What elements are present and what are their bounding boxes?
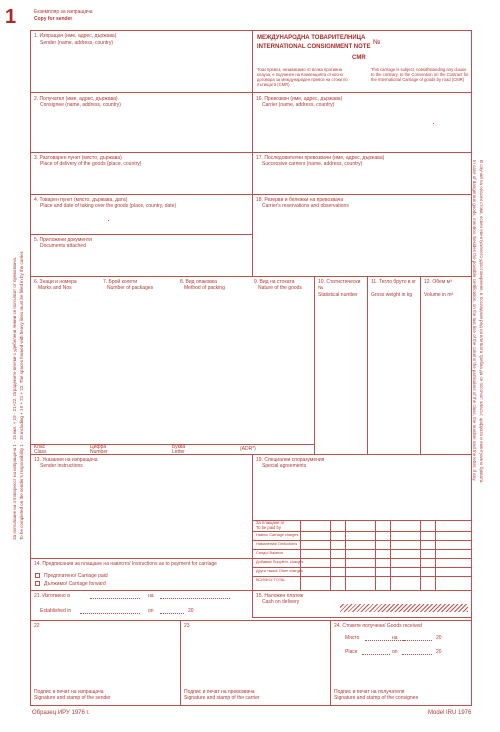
cash-on-delivery-field[interactable] [254, 606, 334, 616]
field-7-label-en: Number of packages [107, 285, 154, 291]
charges-row-supplements: Добавки/ Supplem. charges [256, 560, 304, 564]
field-18-label-en: Carrier's reservations and observations [262, 203, 349, 209]
field-14-label: 14. Предписания за плащане на навлото/ Instructions as to payment for carriage [34, 561, 217, 567]
field-15-label-bg: 15. Наложен платеж [256, 593, 304, 599]
copy-label-en: Copy for sender [34, 16, 73, 22]
carrier-reservations-field[interactable] [254, 210, 470, 274]
field-21-label-en: Established in [40, 608, 72, 614]
field-5-label-bg: 5. Приложени документи [34, 237, 92, 243]
copy-number: 1 [5, 6, 17, 28]
carriage-paid-label: Предплатено/ Carriage paid [44, 573, 108, 579]
field-21-on-en: on [148, 608, 154, 614]
field-19-label-bg: 19. Специални споразумения [256, 457, 325, 463]
field-1-label-en: Sender (name, address, country) [40, 40, 114, 46]
cmr-note-en: This carriage is subject, notwithstanding any clause to the contrary, to the Convention on the Contract for the International Carriage of goods by road (CMR) [371, 67, 469, 82]
right-side-text-en: In case of dangerous goods, mention, besides the possible certification, on the last line of the column the particulars of the class, the number and the letter, if any. [472, 160, 477, 482]
cmr-note-bg: Този превоз, независимо от всяка противна клауза, е подчинен на Конвенцията относно договора за международен превоз на стоки по пътищата (CMR) [257, 67, 348, 87]
field-9-label-en: Nature of the goods [258, 285, 302, 291]
footer-left: Образец ИРУ 1976 г. [32, 710, 90, 716]
field-12-label-bg: 12. Обем м³ [424, 279, 452, 285]
number-sign: № [373, 39, 381, 46]
charges-row-total: ВСИЧКО/ TOTAL [256, 578, 286, 582]
field-1-label-bg: 1. Изпращач (име, адрес, държава) [34, 33, 117, 39]
field-4-label-bg: 4. Товарен пункт (място, държава, дата) [34, 197, 128, 203]
field-16-label-bg: 16. Превозвач (име, адрес, държава) [256, 96, 343, 102]
goods-received-on-en: on [392, 649, 398, 655]
volume-field[interactable] [422, 298, 470, 452]
field-16-label-en: Carrier (name, address, country) [262, 102, 335, 108]
adr-number-bg: Цифра [90, 444, 107, 450]
special-agreements-field[interactable] [254, 470, 470, 518]
field-10-label-bg: 10. Статистически № [318, 279, 361, 291]
left-side-text-bg: За попълване на отговорност на изпращача 1 - 15 вкл. + 19 - 21+22. Оградените клетки с удебелени линии се попълват от превозвача. [12, 256, 17, 540]
adr-letter-bg: Буква [172, 444, 186, 450]
consignee-signature-en: Signature and stamp of the consignee [334, 695, 419, 701]
field-2-label-en: Consignee (name, address, country) [40, 102, 121, 108]
field-4-label-en: Place and date of taking over the goods (place, country, date) [40, 203, 177, 209]
goods-received-place-en: Place [345, 649, 358, 655]
sender-instructions-field[interactable] [32, 470, 250, 558]
goods-received-year-1: 20 [436, 635, 442, 641]
field-21-label-bg: 21. Изготвено в [34, 593, 70, 599]
documents-attached-field[interactable] [32, 250, 250, 274]
field-13-label-bg: 13. Указания на изпращача [34, 457, 98, 463]
cash-on-delivery-hatch [340, 604, 468, 612]
field-12-label-en: Volume in m³ [424, 292, 454, 298]
field-23-label: 23 [184, 623, 190, 629]
gross-weight-field[interactable] [369, 298, 419, 452]
charges-row-other: Други такси/ Other charges [256, 569, 303, 573]
field-9-label-bg: 9. Вид на стоката [254, 279, 295, 285]
field-7-label-bg: 7. Брой колети [103, 279, 138, 285]
delivery-place-field[interactable] [32, 168, 250, 193]
footer-right: Model IRU 1976 [428, 710, 472, 716]
carrier-field[interactable] [254, 109, 470, 151]
field-17-label-en: Successive carriers (name, address, country) [262, 161, 363, 167]
field-2-label-bg: 2. Получател (име, адрес, държава) [34, 96, 118, 102]
adr-letter-en: Letter [172, 449, 185, 455]
field-8-label-bg: 8. Вид опаковка [180, 279, 218, 285]
successive-carriers-field[interactable] [254, 168, 470, 193]
consignee-signature-field[interactable] [332, 660, 470, 687]
charges-header-bg: За плащане от [256, 520, 285, 525]
field-3-label-bg: 3. Разтоварен пункт (място, държава) [34, 155, 122, 161]
right-side-text-bg: В случай на опасни стоки, освен евентуалното удостоверение, в последния ред на клетката трябва да се посочат: класът, цифрата и евентуално буквата. [479, 160, 484, 484]
carriage-paid-checkbox[interactable] [35, 573, 40, 578]
field-11-label-en: Gross weight in kg [371, 292, 413, 298]
field-6-label-en: Marks and Nos [38, 285, 72, 291]
title-en: INTERNATIONAL CONSIGNMENT NOTE [257, 44, 371, 50]
sender-signature-field[interactable] [32, 630, 178, 685]
adr-class-bg: Клас [34, 444, 46, 450]
taking-over-field[interactable] [32, 210, 250, 233]
field-24-label: 24. Стоките получени/ Goods received [334, 623, 422, 629]
field-11-label-bg: 11. Тегло бруто в кг [371, 279, 416, 285]
field-6-label-bg: 6. Знаци и номера [34, 279, 77, 285]
charges-header-en: To be paid by [256, 525, 281, 530]
field-22-label: 22 [34, 623, 40, 629]
title-bg: МЕЖДУНАРОДНА ТОВАРИТЕЛНИЦА [257, 35, 366, 41]
adr-number-en: Number [90, 449, 108, 455]
carrier-signature-field[interactable] [182, 630, 328, 685]
sender-signature-en: Signature and stamp of the sender [34, 695, 111, 701]
field-13-label-en: Sender instructions [40, 463, 83, 469]
carrier-signature-bg: Подпис и печат на превозвача [184, 689, 255, 695]
goods-received-place-bg: Място [345, 635, 360, 641]
sender-field[interactable] [32, 47, 250, 91]
goods-received-on-bg: на [392, 635, 398, 641]
field-17-label-bg: 17. Последователни превозвачи (име, адрес, държава) [256, 155, 385, 161]
field-3-label-en: Place of delivery of the goods (place, country) [40, 161, 142, 167]
carriage-forward-label: Дължимо/ Carriage forward [44, 581, 106, 587]
consignee-signature-bg: Подпис и печат на получателя [334, 689, 405, 695]
field-18-label-bg: 18. Резерви и бележки на превозвача [256, 197, 344, 203]
goods-description-area[interactable] [32, 298, 312, 442]
copy-label-bg: Екземпляр за изпращача [34, 9, 93, 15]
carrier-signature-en: Signature and stamp of the carrier [184, 695, 260, 701]
field-21-on-bg: на [148, 593, 154, 599]
adr-class-en: Class [34, 449, 47, 455]
consignee-field[interactable] [32, 109, 250, 151]
sender-signature-bg: Подпис и печат на изпращача [34, 689, 104, 695]
field-10-label-en: Statistical number [318, 292, 358, 298]
field-21-year: 20 [188, 608, 194, 614]
goods-received-year-2: 20 [436, 649, 442, 655]
field-8-label-en: Method of packing [184, 285, 225, 291]
field-19-label-en: Special agreements [262, 463, 307, 469]
field-15-label-en: Cash on delivery [262, 599, 300, 605]
adr-label: (ADR*) [240, 446, 256, 452]
title-cmr: CMR [352, 55, 366, 61]
charges-row-deductions: Намаления/ Deductions [256, 542, 298, 546]
established-field[interactable] [32, 592, 250, 618]
field-5-label-en: Documents attached [40, 243, 86, 249]
charges-row-carriage: Навло/ Carriage charges [256, 533, 299, 537]
statistical-number-field[interactable] [316, 298, 366, 452]
carriage-forward-checkbox[interactable] [35, 581, 40, 586]
charges-row-balance: Салдо/ Balance [256, 551, 284, 555]
left-side-text-en: To be completed on the sender's responsibility 1 - 15 including + 19 + 21 + 22. The spaces framed with heavy lines must be filled in by the carrier. [19, 250, 24, 540]
